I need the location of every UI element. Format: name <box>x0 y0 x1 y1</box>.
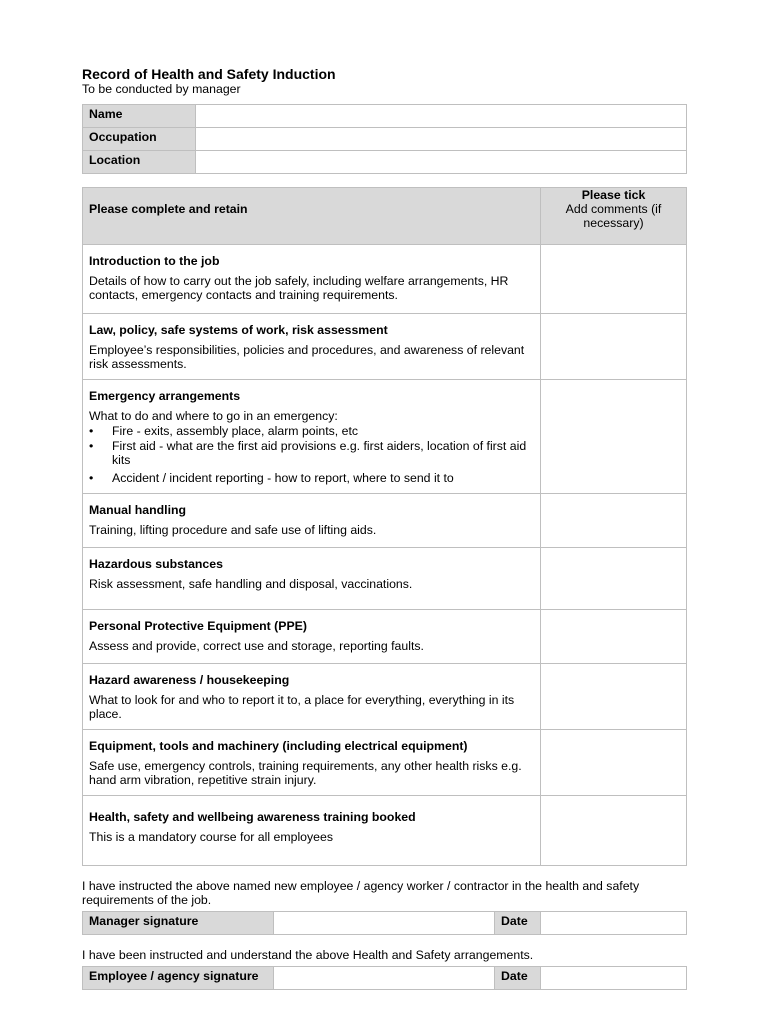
section-title: Equipment, tools and machinery (including electrical equipment) <box>89 739 468 753</box>
name-row <box>83 105 687 128</box>
section-text: Employee’s responsibilities, policies and procedures, and awareness of relevant risk assessments. <box>89 343 525 371</box>
checklist-row <box>83 494 687 548</box>
employee-signature-row <box>83 967 687 990</box>
add-comments-label: Add comments (if necessary) <box>565 202 662 230</box>
section-text: Risk assessment, safe handling and disposal, vaccinations. <box>89 577 413 591</box>
employee-signature-label: Employee / agency signature <box>83 967 274 990</box>
checklist-row <box>83 548 687 610</box>
section-text: What to look for and who to report it to, a place for everything, everything in its place. <box>89 693 515 721</box>
bullet-icon: • <box>89 471 94 485</box>
section-title: Law, policy, safe systems of work, risk assessment <box>89 323 388 337</box>
manager-date-label: Date <box>495 912 541 935</box>
section-text: Assess and provide, correct use and storage, reporting faults. <box>89 639 424 653</box>
list-item: • First aid - what are the first aid provisions e.g. first aiders, location of first aid kits <box>89 439 527 467</box>
checklist-header-right <box>541 188 687 245</box>
location-field[interactable] <box>196 151 687 174</box>
section-title: Health, safety and wellbeing awareness training booked <box>89 810 416 824</box>
comment-cell-ppe[interactable] <box>541 610 687 664</box>
section-manual-handling <box>83 494 541 548</box>
bullet-icon: • <box>89 439 94 453</box>
comment-cell-emergency[interactable] <box>541 380 687 494</box>
comment-cell-equipment-tools[interactable] <box>541 730 687 796</box>
section-ppe <box>83 610 541 664</box>
section-text: Training, lifting procedure and safe use of lifting aids. <box>89 523 377 537</box>
section-title: Personal Protective Equipment (PPE) <box>89 619 307 633</box>
section-wellbeing-training <box>83 796 541 866</box>
employee-signature-field[interactable] <box>274 967 495 990</box>
checklist-row <box>83 610 687 664</box>
section-title: Emergency arrangements <box>89 389 241 403</box>
section-emergency <box>83 380 541 494</box>
name-label: Name <box>83 105 196 128</box>
section-title: Manual handling <box>89 503 187 517</box>
section-text: What to do and where to go in an emergency: <box>89 409 338 423</box>
occupation-label: Occupation <box>83 128 196 151</box>
list-item: • Fire - exits, assembly place, alarm points, etc <box>89 424 359 438</box>
comment-cell-hazard-awareness[interactable] <box>541 664 687 730</box>
checklist-row <box>83 796 687 866</box>
induction-form <box>82 66 687 990</box>
manager-signature-row <box>83 912 687 935</box>
comment-cell-manual-handling[interactable] <box>541 494 687 548</box>
occupation-field[interactable] <box>196 128 687 151</box>
list-item: • Accident / incident reporting - how to report, where to send it to <box>89 471 454 485</box>
location-row <box>83 151 687 174</box>
checklist-row <box>83 314 687 380</box>
section-hazardous-substances <box>83 548 541 610</box>
checklist-row <box>83 380 687 494</box>
bullet-icon: • <box>89 424 94 438</box>
section-text: This is a mandatory course for all employees <box>89 830 333 844</box>
section-law-policy <box>83 314 541 380</box>
comment-cell-introduction[interactable] <box>541 245 687 314</box>
section-equipment-tools <box>83 730 541 796</box>
emergency-bullet-list <box>89 424 534 485</box>
section-title: Introduction to the job <box>89 254 220 268</box>
manager-signature-label: Manager signature <box>83 912 274 935</box>
page-title: Record of Health and Safety Induction <box>82 66 336 82</box>
section-hazard-awareness <box>83 664 541 730</box>
checklist-header-row <box>83 188 687 245</box>
manager-date-field[interactable] <box>541 912 687 935</box>
employee-date-label: Date <box>495 967 541 990</box>
checklist-row <box>83 664 687 730</box>
name-field[interactable] <box>196 105 687 128</box>
manager-statement: I have instructed the above named new employee / agency worker / contractor in the health and safety requirements of the job. <box>82 879 640 907</box>
manager-signature-table <box>82 911 687 935</box>
checklist-row <box>83 245 687 314</box>
section-introduction <box>83 245 541 314</box>
section-title: Hazard awareness / housekeeping <box>89 673 290 687</box>
section-text: Safe use, emergency controls, training requirements, any other health risks e.g. hand arm vibration, repetitive strain injury. <box>89 759 522 787</box>
please-tick-label: Please tick <box>581 188 646 202</box>
occupation-row <box>83 128 687 151</box>
comment-cell-wellbeing-training[interactable] <box>541 796 687 866</box>
page-subtitle: To be conducted by manager <box>82 82 241 96</box>
location-label: Location <box>83 151 196 174</box>
checklist-table <box>82 187 687 866</box>
employee-statement: I have been instructed and understand the above Health and Safety arrangements. <box>82 948 534 962</box>
section-text: Details of how to carry out the job safely, including welfare arrangements, HR contacts, emergency contacts and training requirements. <box>89 274 509 302</box>
comment-cell-law-policy[interactable] <box>541 314 687 380</box>
employee-signature-table <box>82 966 687 990</box>
checklist-header-left: Please complete and retain <box>83 188 541 245</box>
manager-signature-field[interactable] <box>274 912 495 935</box>
comment-cell-hazardous-substances[interactable] <box>541 548 687 610</box>
employee-info-table <box>82 104 687 174</box>
checklist-row <box>83 730 687 796</box>
section-title: Hazardous substances <box>89 557 223 571</box>
employee-date-field[interactable] <box>541 967 687 990</box>
